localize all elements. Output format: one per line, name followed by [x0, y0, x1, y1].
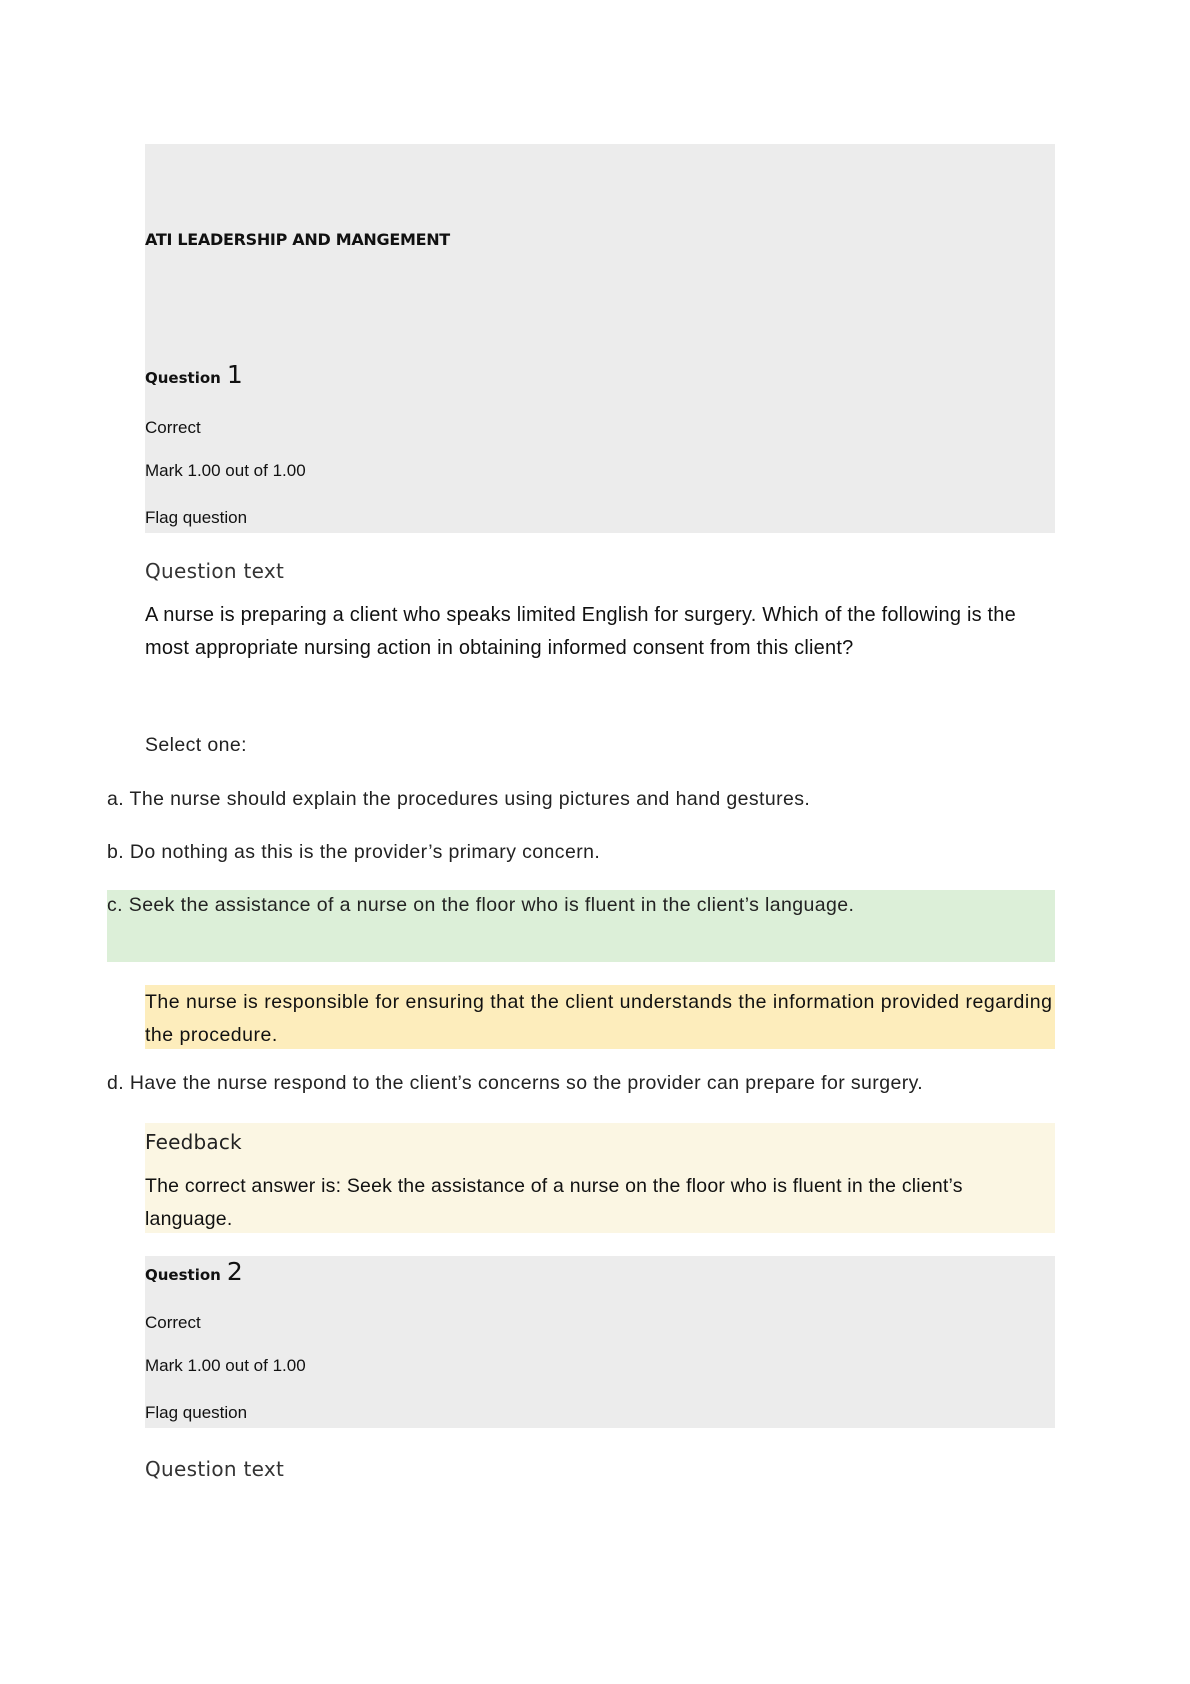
question-1-status: Correct	[145, 418, 201, 437]
question-1-text: A nurse is preparing a client who speaks limited English for surgery. Which of the following is the most appropriate nursing action in obtaining informed consent from this client?	[145, 604, 1016, 659]
question-number: 2	[226, 1257, 243, 1286]
question-1-mark: Mark 1.00 out of 1.00	[145, 461, 306, 480]
question-1-header	[145, 360, 243, 389]
question-2-flag-link[interactable]: Flag question	[145, 1403, 248, 1422]
question-label: Question	[145, 369, 221, 387]
question-label: Question	[145, 1266, 221, 1284]
answer-option-b[interactable]: b. Do nothing as this is the provider’s primary concern.	[107, 841, 601, 863]
answer-option-d[interactable]: d. Have the nurse respond to the client’s concerns so the provider can prepare for surgery.	[107, 1072, 924, 1094]
question-2-info-box	[145, 1256, 1055, 1428]
answer-option-c[interactable]: c. Seek the assistance of a nurse on the floor who is fluent in the client’s language.	[107, 894, 855, 916]
question-2-mark: Mark 1.00 out of 1.00	[145, 1356, 306, 1375]
question-number: 1	[226, 360, 243, 389]
question-1-flag-link[interactable]: Flag question	[145, 508, 248, 527]
question-2-status: Correct	[145, 1313, 201, 1332]
select-one-prompt: Select one:	[145, 734, 247, 756]
answer-option-a[interactable]: a. The nurse should explain the procedures using pictures and hand gestures.	[107, 788, 811, 810]
feedback-text: The correct answer is: Seek the assistance of a nurse on the floor who is fluent in the client’s language.	[145, 1175, 963, 1230]
question-2-text-heading: Question text	[145, 1457, 285, 1481]
question-1-text-heading: Question text	[145, 559, 285, 583]
feedback-heading: Feedback	[145, 1130, 242, 1154]
explanation-text: The nurse is responsible for ensuring that the client understands the information provided regarding the procedure.	[145, 991, 1053, 1046]
document-title: ATI LEADERSHIP AND MANGEMENT	[145, 230, 450, 249]
question-2-header	[145, 1257, 243, 1286]
